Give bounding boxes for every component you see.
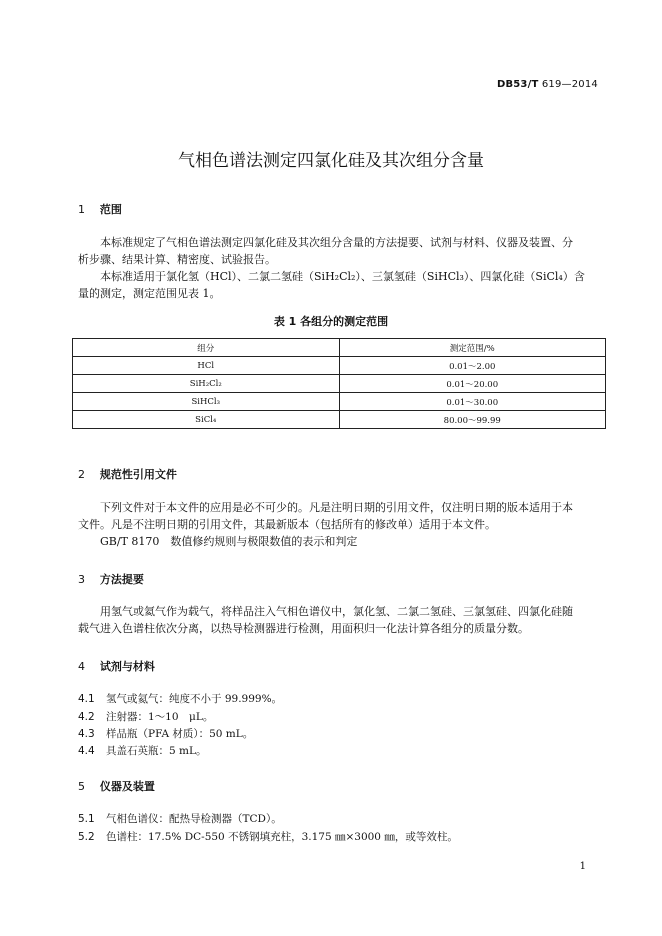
table-cell: 0.01～20.00 xyxy=(339,375,606,393)
item-text: 样品瓶（PFA 材质）：50 mL。 xyxy=(106,728,254,740)
text-line: 载气进入色谱柱依次分离，以热导检测器进行检测，用面积归一化法计算各组分的质量分数。 xyxy=(78,622,529,635)
item-number: 4.1 xyxy=(78,693,95,705)
list-item xyxy=(78,811,603,828)
section-number: 2 xyxy=(78,468,85,481)
text-line: 下列文件对于本文件的应用是必不可少的。凡是注明日期的引用文件，仅注明日期的版本适用于本 xyxy=(100,501,573,514)
text-line: 量的测定，测定范围见表 1。 xyxy=(78,287,221,300)
text-line: 用氢气或氦气作为载气，将样品注入气相色谱仪中，氯化氢、二氯二氢硅、三氯氢硅、四氯化硅随 xyxy=(100,605,573,618)
item-text: 气相色谱仪：配热导检测器（TCD）。 xyxy=(106,813,282,825)
standard-prefix: DB53/T xyxy=(496,79,539,90)
text-line: 本标准适用于氯化氢（HCl）、二氯二氢硅（SiH₂Cl₂）、三氯氢硅（SiHCl₃）、四氯化硅（SiCl₄）含 xyxy=(100,270,585,283)
item-text: 具盖石英瓶：5 mL。 xyxy=(106,745,207,757)
section-1-paragraph-1 xyxy=(78,234,603,268)
table-cell: SiH₂Cl₂ xyxy=(73,375,340,393)
text-line: 本标准规定了气相色谱法测定四氯化硅及其次组分含量的方法提要、试剂与材料、仪器及装置、分 xyxy=(100,236,573,249)
section-3-paragraph-1 xyxy=(78,603,603,637)
table-cell: SiHCl₃ xyxy=(73,393,340,411)
section-number: 5 xyxy=(78,780,85,793)
table-cell: SiCl₄ xyxy=(73,411,340,429)
table-row xyxy=(73,357,606,375)
normative-reference: GB/T 8170 数值修约规则与极限数值的表示和判定 xyxy=(100,535,358,548)
table-cell: HCl xyxy=(73,357,340,375)
document-title: 气相色谱法测定四氯化硅及其次组分含量 xyxy=(178,151,484,171)
table-row xyxy=(73,393,606,411)
section-title: 规范性引用文件 xyxy=(99,468,177,481)
page-number: 1 xyxy=(579,861,586,872)
measurement-range-table xyxy=(72,338,606,429)
table-header-row xyxy=(73,339,606,357)
item-number: 5.2 xyxy=(78,831,95,843)
table-cell: 0.01～30.00 xyxy=(339,393,606,411)
list-item xyxy=(78,829,603,846)
list-item xyxy=(78,691,603,708)
section-title: 仪器及装置 xyxy=(99,780,155,793)
text-line: 析步骤、结果计算、精密度、试验报告。 xyxy=(78,253,276,266)
table-cell: 80.00～99.99 xyxy=(339,411,606,429)
item-text: 注射器：1～10 μL。 xyxy=(106,711,214,723)
section-4-heading xyxy=(78,658,155,674)
section-title: 范围 xyxy=(99,203,122,216)
item-text: 氢气或氦气：纯度不小于 99.999%。 xyxy=(106,693,283,705)
table-caption: 表 1 各组分的测定范围 xyxy=(273,315,389,328)
section-title: 方法提要 xyxy=(99,573,144,586)
standard-code xyxy=(497,79,598,90)
section-5-heading xyxy=(78,778,155,794)
table-cell: 0.01～2.00 xyxy=(339,357,606,375)
table-header-cell: 测定范围/% xyxy=(339,339,606,357)
section-3-heading xyxy=(78,571,144,587)
list-item xyxy=(78,726,603,743)
item-number: 4.2 xyxy=(78,711,95,723)
section-number: 4 xyxy=(78,660,85,673)
item-number: 5.1 xyxy=(78,813,95,825)
list-item xyxy=(78,743,603,760)
section-title: 试剂与材料 xyxy=(99,660,155,673)
list-item xyxy=(78,709,603,726)
section-number: 3 xyxy=(78,573,85,586)
section-1-heading xyxy=(78,201,122,217)
section-1-paragraph-2 xyxy=(78,268,603,302)
section-2-heading xyxy=(78,466,177,482)
section-2-paragraph-1 xyxy=(78,499,603,550)
item-number: 4.3 xyxy=(78,728,95,740)
section-number: 1 xyxy=(78,203,85,216)
item-text: 色谱柱：17.5% DC-550 不锈钢填充柱，3.175 ㎜×3000 ㎜，或等效柱。 xyxy=(106,831,458,843)
standard-number: 619—2014 xyxy=(541,79,598,90)
text-line: 文件。凡是不注明日期的引用文件，其最新版本（包括所有的修改单）适用于本文件。 xyxy=(78,518,496,531)
table-header-cell: 组分 xyxy=(73,339,340,357)
table-row xyxy=(73,375,606,393)
table-row xyxy=(73,411,606,429)
item-number: 4.4 xyxy=(78,745,95,757)
